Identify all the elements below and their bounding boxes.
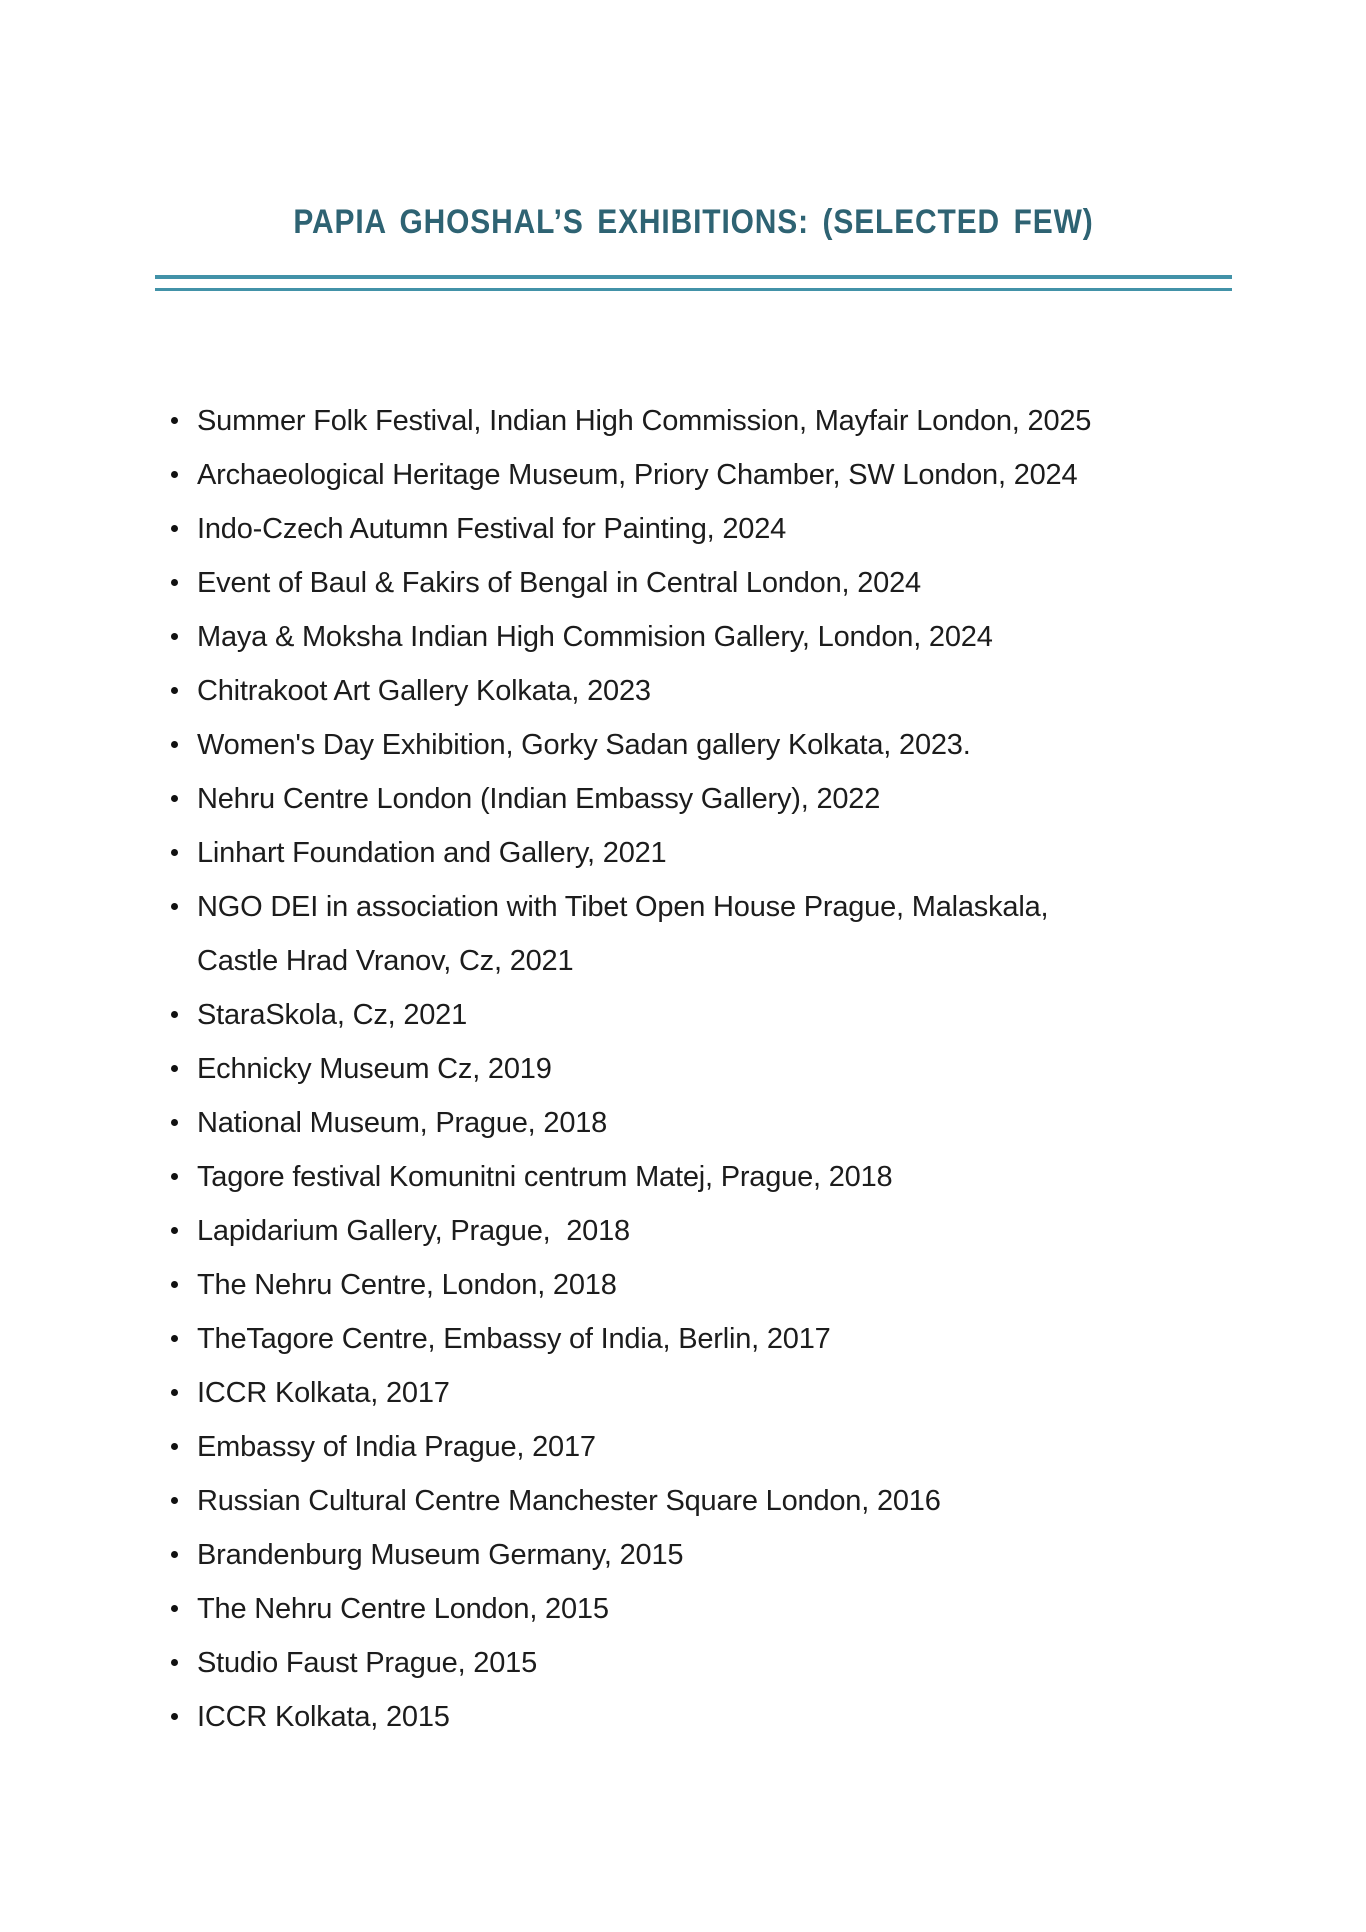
page-title: PAPIA GHOSHAL’S EXHIBITIONS: (SELECTED FEW) xyxy=(293,203,1094,241)
list-item xyxy=(155,1474,1232,1528)
bullet-icon xyxy=(171,1119,178,1126)
list-item xyxy=(155,1366,1232,1420)
exhibition-line: Embassy of India Prague, 2017 xyxy=(197,1431,596,1463)
exhibition-line: Russian Cultural Centre Manchester Square London, 2016 xyxy=(197,1485,941,1517)
exhibition-line: Event of Baul & Fakirs of Bengal in Central London, 2024 xyxy=(197,567,921,599)
list-item xyxy=(155,502,1232,556)
list-item xyxy=(155,1582,1232,1636)
exhibition-line: Women's Day Exhibition, Gorky Sadan gallery Kolkata, 2023. xyxy=(197,729,971,761)
exhibition-line: Echnicky Museum Cz, 2019 xyxy=(197,1053,552,1085)
exhibition-line: Brandenburg Museum Germany, 2015 xyxy=(197,1539,684,1571)
exhibition-line: Studio Faust Prague, 2015 xyxy=(197,1647,538,1679)
list-item xyxy=(155,772,1232,826)
bullet-icon xyxy=(171,1173,178,1180)
list-item xyxy=(155,718,1232,772)
exhibition-line: Maya & Moksha Indian High Commision Gallery, London, 2024 xyxy=(197,621,993,653)
bullet-icon xyxy=(171,1011,178,1018)
bullet-icon xyxy=(171,579,178,586)
list-item xyxy=(155,556,1232,610)
exhibition-line: Castle Hrad Vranov, Cz, 2021 xyxy=(197,945,574,977)
bullet-icon xyxy=(171,849,178,856)
exhibition-line: TheTagore Centre, Embassy of India, Berlin, 2017 xyxy=(197,1323,831,1355)
exhibition-line: Tagore festival Komunitni centrum Matej, Prague, 2018 xyxy=(197,1161,893,1193)
exhibition-line: Linhart Foundation and Gallery, 2021 xyxy=(197,837,667,869)
list-item xyxy=(155,880,1232,988)
bullet-icon xyxy=(171,471,178,478)
list-item xyxy=(155,1420,1232,1474)
bullet-icon xyxy=(171,525,178,532)
list-item xyxy=(155,1042,1232,1096)
list-item xyxy=(155,1150,1232,1204)
bullet-icon xyxy=(171,1605,178,1612)
list-item xyxy=(155,1258,1232,1312)
exhibitions-list xyxy=(155,394,1232,1744)
exhibition-line: National Museum, Prague, 2018 xyxy=(197,1107,608,1139)
bullet-icon xyxy=(171,1497,178,1504)
document-content xyxy=(155,203,1232,1744)
exhibition-line: The Nehru Centre London, 2015 xyxy=(197,1593,609,1625)
exhibition-line: Lapidarium Gallery, Prague, 2018 xyxy=(197,1215,630,1247)
exhibition-line: NGO DEI in association with Tibet Open House Prague, Malaskala, xyxy=(197,891,1049,923)
exhibition-line: Indo-Czech Autumn Festival for Painting, 2024 xyxy=(197,513,787,545)
list-item xyxy=(155,1312,1232,1366)
bullet-icon xyxy=(171,633,178,640)
list-item xyxy=(155,394,1232,448)
exhibition-line: Archaeological Heritage Museum, Priory Chamber, SW London, 2024 xyxy=(197,459,1078,491)
list-item xyxy=(155,1636,1232,1690)
bullet-icon xyxy=(171,903,178,910)
bullet-icon xyxy=(171,687,178,694)
list-item xyxy=(155,610,1232,664)
bullet-icon xyxy=(171,1713,178,1720)
bullet-icon xyxy=(171,741,178,748)
bullet-icon xyxy=(171,1659,178,1666)
exhibition-line: ICCR Kolkata, 2017 xyxy=(197,1377,450,1409)
exhibition-line: StaraSkola, Cz, 2021 xyxy=(197,999,468,1031)
list-item xyxy=(155,1096,1232,1150)
list-item xyxy=(155,664,1232,718)
exhibition-line: ICCR Kolkata, 2015 xyxy=(197,1701,450,1733)
exhibition-line: Summer Folk Festival, Indian High Commission, Mayfair London, 2025 xyxy=(197,405,1092,437)
bullet-icon xyxy=(171,1335,178,1342)
exhibition-line: Chitrakoot Art Gallery Kolkata, 2023 xyxy=(197,675,651,707)
bullet-icon xyxy=(171,1227,178,1234)
list-item xyxy=(155,448,1232,502)
bullet-icon xyxy=(171,795,178,802)
list-item xyxy=(155,988,1232,1042)
list-item xyxy=(155,826,1232,880)
exhibition-line: The Nehru Centre, London, 2018 xyxy=(197,1269,617,1301)
bullet-icon xyxy=(171,1065,178,1072)
bullet-icon xyxy=(171,1551,178,1558)
list-item xyxy=(155,1528,1232,1582)
bullet-icon xyxy=(171,1281,178,1288)
bullet-icon xyxy=(171,1443,178,1450)
list-item xyxy=(155,1204,1232,1258)
exhibition-line: Nehru Centre London (Indian Embassy Gallery), 2022 xyxy=(197,783,881,815)
bullet-icon xyxy=(171,417,178,424)
divider-rule xyxy=(155,275,1232,291)
list-item xyxy=(155,1690,1232,1744)
bullet-icon xyxy=(171,1389,178,1396)
